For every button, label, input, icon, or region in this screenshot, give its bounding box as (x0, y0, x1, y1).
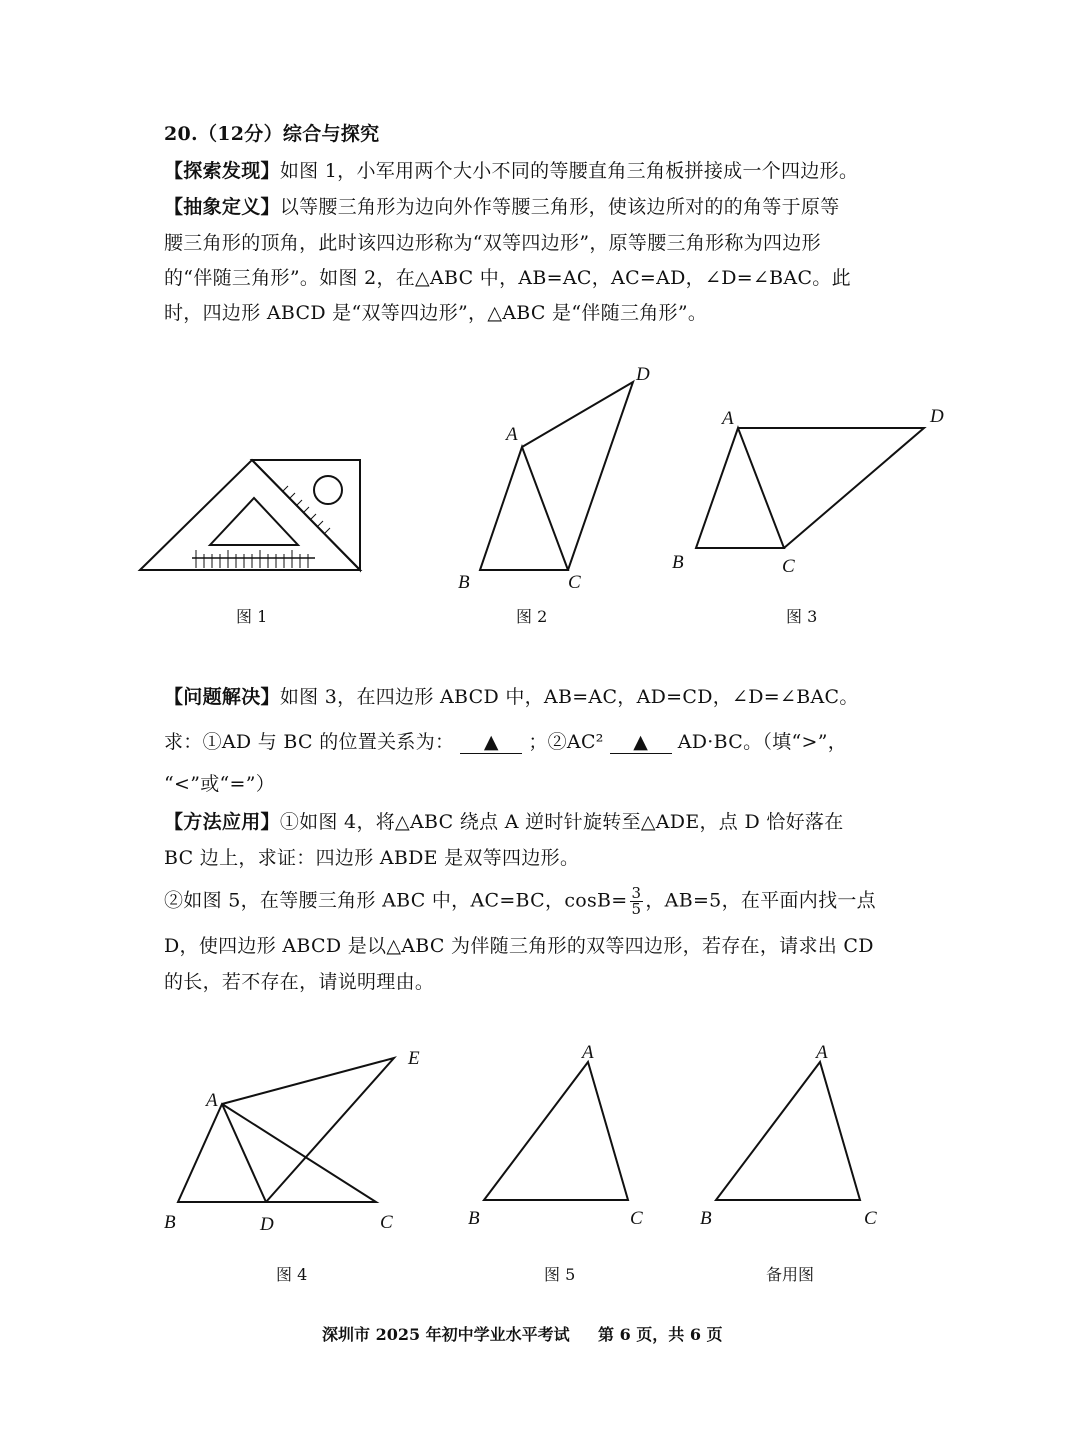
footer-exam-name: 深圳市 2025 年初中学业水平考试 (322, 1325, 570, 1344)
line-method (164, 808, 924, 836)
method-tag: 【方法应用】 (164, 811, 280, 833)
figure-spare-svg (694, 1040, 914, 1240)
line-method-4: D，使四边形 ABCD 是以△ABC 为伴随三角形的双等四边形，若存在，请求出 CD (164, 935, 874, 957)
fig2-label-a: A (506, 424, 518, 445)
line-define-3: 的“伴随三角形”。如图 2，在△ABC 中，AB=AC，AC=AD，∠D=∠BAC。此 (164, 267, 851, 289)
fig4-label-e: E (408, 1048, 420, 1069)
define-tag: 【抽象定义】 (164, 196, 280, 218)
figure-1 (130, 450, 370, 584)
figure-5-caption: 图 5 (544, 1265, 576, 1284)
spare-label-a: A (816, 1042, 828, 1063)
spare-label-c: C (864, 1208, 877, 1229)
fig2-label-b: B (458, 572, 470, 593)
figure-2 (450, 360, 660, 604)
fig2-label-c: C (568, 572, 581, 593)
fig5-label-c: C (630, 1208, 643, 1229)
solve-q2-tail: AD·BC。（填“>”， (677, 731, 848, 753)
spare-label-b: B (700, 1208, 712, 1229)
fraction-numerator: 3 (631, 884, 642, 902)
line-define-2: 腰三角形的顶角，此时该四边形称为“双等四边形”，原等腰三角形称为四边形 (164, 232, 821, 254)
line-method-5: 的长，若不存在，请说明理由。 (164, 971, 435, 993)
fig4-label-c: C (380, 1212, 393, 1233)
solve-q2: ；②AC² (528, 731, 604, 753)
solve-text: 如图 3，在四边形 ABCD 中，AB=AC，AD=CD，∠D=∠BAC。 (279, 686, 859, 708)
figure-4 (150, 1040, 430, 1244)
line-solve (164, 683, 924, 711)
figure-1-svg (130, 450, 370, 580)
figure-4-svg (150, 1040, 430, 1240)
explore-text: 如图 1，小军用两个大小不同的等腰直角三角板拼接成一个四边形。 (279, 160, 859, 182)
figure-2-caption: 图 2 (516, 607, 548, 626)
figure-spare (694, 1040, 914, 1244)
explore-tag: 【探索发现】 (164, 160, 280, 182)
line-solve-3: “<”或“=”） (164, 773, 276, 795)
line-explore (164, 157, 924, 185)
fig3-label-b: B (672, 552, 684, 573)
figure-3 (666, 400, 956, 584)
method-q2-b: ，AB=5，在平面内找一点 (645, 889, 876, 912)
line-method-3 (164, 886, 924, 917)
fig5-label-a: A (582, 1042, 594, 1063)
fig3-label-c: C (782, 556, 795, 577)
figure-2-svg (450, 360, 660, 600)
figure-4-caption: 图 4 (276, 1265, 308, 1284)
line-define (164, 193, 924, 221)
fig2-label-d: D (636, 364, 650, 385)
figure-5 (462, 1040, 682, 1244)
define-text: 以等腰三角形为边向外作等腰三角形，使该边所对的的角等于原等 (279, 196, 840, 218)
figure-3-svg (666, 400, 956, 580)
fig5-label-b: B (468, 1208, 480, 1229)
fraction-denominator: 5 (631, 900, 642, 918)
solve-tag: 【问题解决】 (164, 686, 280, 708)
line-define-4: 时，四边形 ABCD 是“双等四边形”，△ABC 是“伴随三角形”。 (164, 302, 708, 324)
line-method-2: BC 边上，求证：四边形 ABDE 是双等四边形。 (164, 847, 580, 869)
line-solve-2 (164, 728, 924, 756)
answer-blank-1[interactable]: ▲ (460, 731, 522, 754)
method-text: ①如图 4，将△ABC 绕点 A 逆时针旋转至△ADE，点 D 恰好落在 (279, 811, 844, 833)
fig3-label-d: D (930, 406, 944, 427)
fig3-label-a: A (722, 408, 734, 429)
solve-q1: 求：①AD 与 BC 的位置关系为： (164, 731, 455, 753)
figure-5-svg (462, 1040, 682, 1240)
figure-1-caption: 图 1 (236, 607, 268, 626)
figure-spare-caption: 备用图 (766, 1265, 815, 1284)
footer-page-number: 第 6 页，共 6 页 (598, 1325, 723, 1344)
cos-fraction (630, 886, 644, 917)
fig4-label-a: A (206, 1090, 218, 1111)
method-q2-a: ②如图 5，在等腰三角形 ABC 中，AC=BC，cosB= (164, 889, 628, 912)
fig4-label-b: B (164, 1212, 176, 1233)
answer-blank-2[interactable]: ▲ (610, 731, 672, 754)
fig4-label-d: D (260, 1214, 274, 1235)
problem-title: 20.（12分）综合与探究 (164, 123, 380, 145)
figure-3-caption: 图 3 (786, 607, 818, 626)
